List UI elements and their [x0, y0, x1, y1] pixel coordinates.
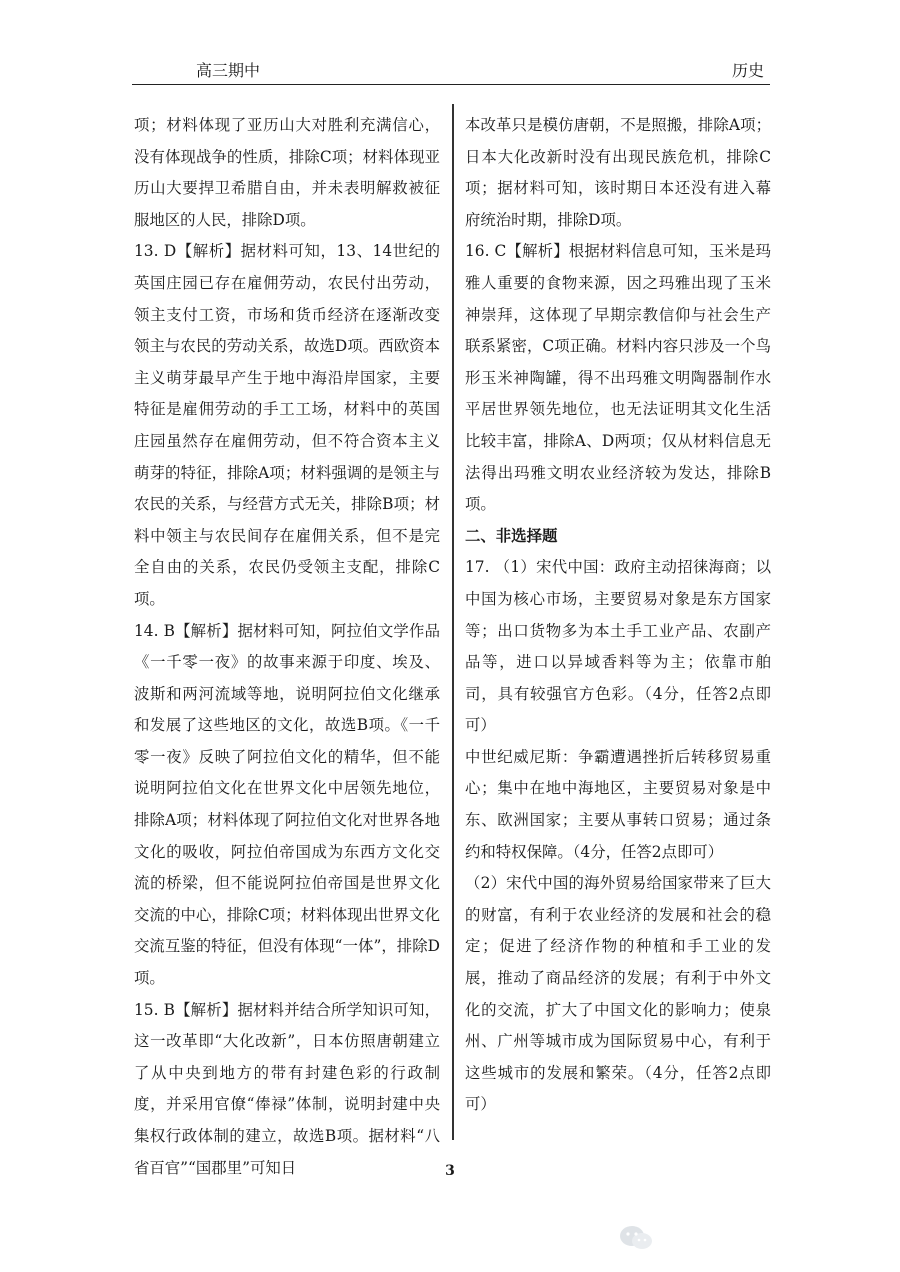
right-column — [465, 110, 771, 1121]
answer-16: 16. C【解析】根据材料信息可知，玉米是玛雅人重要的食物来源，因之玛雅出现了玉米神崇拜，这体现了早期宗教信仰与社会生产联系紧密，C项正确。材料内容只涉及一个鸟形玉米神陶罐，得不出玛雅文明陶器制作水平居世界领先地位，也无法证明其文化生活比较丰富，排除A、D两项；仅从材料信息无法得出玛雅文明农业经济较为发达，排除B项。 — [465, 242, 771, 514]
answer-13: 13. D【解析】据材料可知，13、14世纪的英国庄园已存在雇佣劳动，农民付出劳动，领主支付工资，市场和货币经济在逐渐改变领主与农民的劳动关系，故选D项。西欧资本主义萌芽最早产生于地中海沿岸国家，主要特征是雇佣劳动的手工工场，材料中的英国庄园虽然存在雇佣劳动，但不符合资本主义萌芽的特征，排除A项；材料强调的是领主与农民的关系，与经营方式无关，排除B项；材料中领主与农民间存在雇佣关系，但不是完全自由的关系，农民仍受领主支配，排除C项。 — [134, 242, 440, 608]
paragraph: 项；材料体现了亚历山大对胜利充满信心，没有体现战争的性质，排除C项；材料体现亚历山大要捍卫希腊自由，并未表明解救被征服地区的人民，排除D项。 — [134, 116, 440, 229]
header-rule — [132, 84, 770, 85]
answer-15: 15. B【解析】据材料并结合所学知识可知，这一改革即“大化改新”，日本仿照唐朝建立了从中央到地方的带有封建色彩的行政制度，并采用官僚“俸禄”体制，说明封建中央集权行政体制的建立，故选B项。据材料“八省百官”“国郡里”可知日 — [134, 1000, 440, 1177]
column-divider — [452, 104, 454, 1140]
answer-17-part-1: 17. （1）宋代中国：政府主动招徕海商；以中国为核心市场，主要贸易对象是东方国家等；出口货物多为本土手工业产品、农副产品等，进口以异域香料等为主；依靠市舶司，具有较强官方色彩。（4分，任答2点即可） — [465, 558, 771, 735]
answer-14: 14. B【解析】据材料可知，阿拉伯文学作品《一千零一夜》的故事来源于印度、埃及、波斯和两河流域等地，说明阿拉伯文化继承和发展了这些地区的文化，故选B项。《一千零一夜》反映了阿拉伯文化的精华，但不能说明阿拉伯文化在世界文化中居领先地位，排除A项；材料体现了阿拉伯文化对世界各地文化的吸收，阿拉伯帝国成为东西方文化交流的桥梁，但不能说阿拉伯帝国是世界文化交流的中心，排除C项；材料体现出世界文化交流互鉴的特征，但没有体现“一体”，排除D项。 — [134, 621, 440, 988]
answer-17-venice: 中世纪威尼斯：争霸遭遇挫折后转移贸易重心；集中在地中海地区，主要贸易对象是中东、欧洲国家；主要从事转口贸易；通过条约和特权保障。（4分，任答2点即可） — [465, 747, 771, 861]
page-header — [132, 58, 770, 82]
header-subject-label: 历史 — [731, 61, 764, 80]
section-title: 二、非选择题 — [465, 526, 558, 545]
answer-17-part-2: （2）宋代中国的海外贸易给国家带来了巨大的财富，有利于农业经济的发展和社会的稳定；促进了经济作物的种植和手工业的发展，推动了商品经济的发展；有利于中外文化的交流，扩大了中国文化的影响力；使泉州、广州等城市成为国际贸易中心，有利于这些城市的发展和繁荣。（4分，任答2点即可） — [465, 874, 771, 1114]
watermark — [618, 1222, 888, 1254]
left-column — [134, 110, 440, 1184]
header-grade-label: 高三期中 — [196, 61, 261, 80]
paragraph: 本改革只是模仿唐朝，不是照搬，排除A项；日本大化改新时没有出现民族危机，排除C项；据材料可知，该时期日本还没有进入幕府统治时期，排除D项。 — [465, 116, 771, 229]
wechat-icon — [618, 1224, 654, 1252]
page-number: 3 — [445, 1163, 455, 1179]
